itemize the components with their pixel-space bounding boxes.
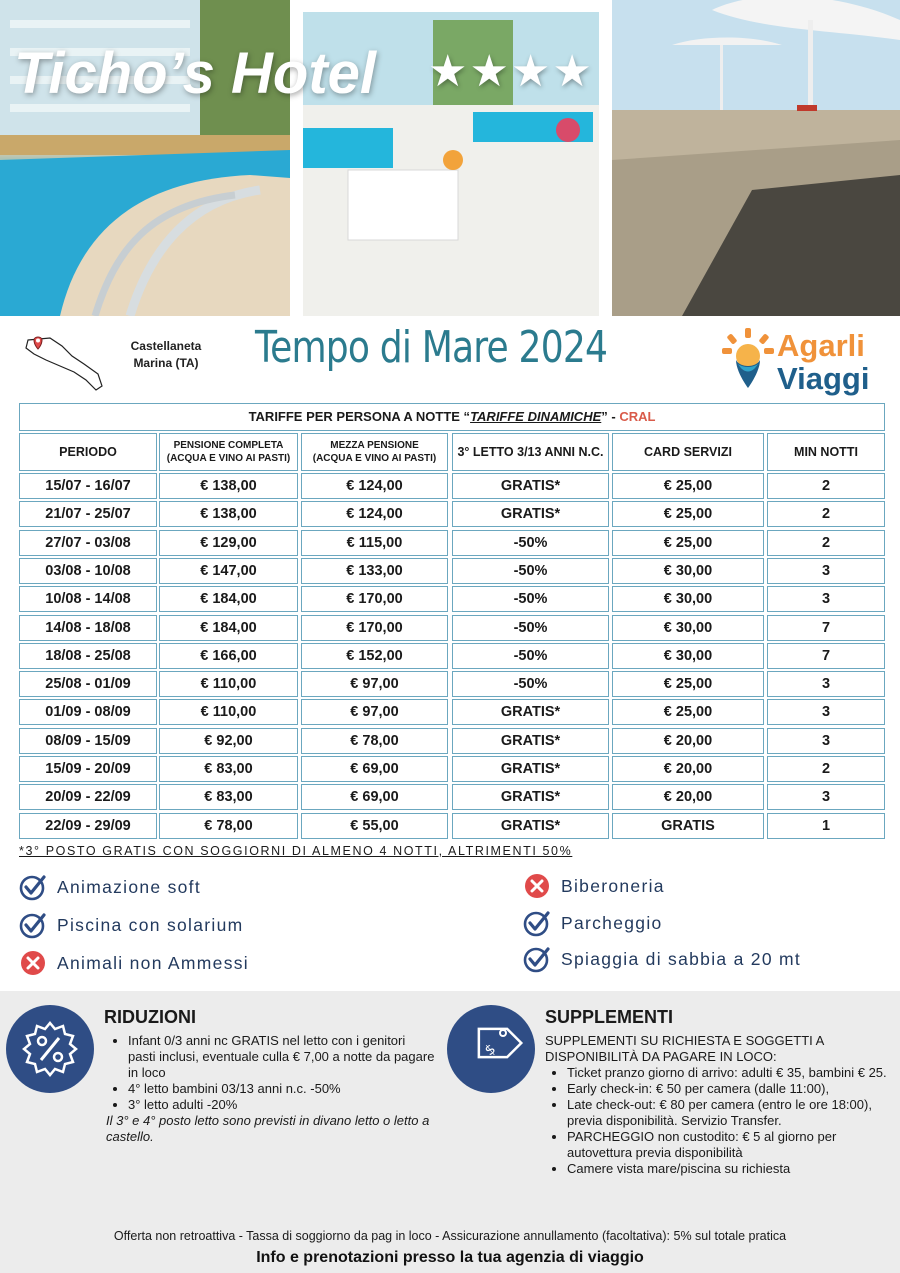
table-cell: 3 <box>767 699 885 725</box>
table-cell: € 30,00 <box>612 615 764 641</box>
table-cell: € 184,00 <box>159 586 298 612</box>
table-cell: € 20,00 <box>612 728 764 754</box>
check-icon <box>523 909 551 937</box>
table-cell: 01/09 - 08/09 <box>19 699 157 725</box>
check-icon <box>19 911 47 939</box>
table-cell: € 78,00 <box>301 728 448 754</box>
amenity-item <box>19 948 249 978</box>
table-cell: 22/09 - 29/09 <box>19 813 157 839</box>
list-item: • Early check-in: € 50 per camera (dalle 11:00), <box>567 1081 890 1097</box>
photo-beach <box>612 0 900 316</box>
check-icon <box>523 945 551 973</box>
photo-header <box>0 0 900 316</box>
check-icon <box>19 873 47 901</box>
riduzioni-body <box>106 1033 436 1145</box>
column-header: MEZZA PENSIONE (ACQUA E VINO AI PASTI) <box>301 433 448 471</box>
table-cell: 27/07 - 03/08 <box>19 530 157 556</box>
table-cell: GRATIS <box>612 813 764 839</box>
table-cell: € 97,00 <box>301 671 448 697</box>
supplementi-body <box>545 1033 890 1177</box>
list-item: • Ticket pranzo giorno di arrivo: adulti € 35, bambini € 25. <box>567 1065 890 1081</box>
table-cell: € 184,00 <box>159 615 298 641</box>
list-item: • PARCHEGGIO non custodito: € 5 al giorno per autovettura previa disponibilità <box>567 1129 890 1161</box>
table-cell: 3 <box>767 728 885 754</box>
amenity-label: Animali non Ammessi <box>57 952 249 973</box>
table-cell: € 69,00 <box>301 784 448 810</box>
table-cell: 3 <box>767 784 885 810</box>
cross-icon <box>19 949 47 977</box>
table-cell: -50% <box>452 558 609 584</box>
supplementi-list <box>567 1065 890 1177</box>
supplementi-title: SUPPLEMENTI <box>545 1007 674 1027</box>
price-tag-icon <box>447 1005 535 1093</box>
legal-footer: Offerta non retroattiva - Tassa di soggiorno da pag in loco - Assicurazione annullamento (facoltativa): 5% sul totale pratica <box>113 1229 787 1243</box>
table-cell: -50% <box>452 643 609 669</box>
table-cell: GRATIS* <box>452 813 609 839</box>
table-cell: € 25,00 <box>612 530 764 556</box>
table-cell: € 25,00 <box>612 671 764 697</box>
riduzioni-list <box>128 1033 436 1113</box>
table-cell: € 25,00 <box>612 699 764 725</box>
amenity-item <box>523 944 801 974</box>
table-cell: GRATIS* <box>452 756 609 782</box>
agency-logo <box>722 328 882 396</box>
table-cell: € 115,00 <box>301 530 448 556</box>
amenity-item <box>19 872 201 902</box>
table-cell: € 152,00 <box>301 643 448 669</box>
amenity-label: Piscina con solarium <box>57 914 244 935</box>
table-cell: GRATIS* <box>452 473 609 499</box>
list-item: • 4° letto bambini 03/13 anni n.c. -50% <box>128 1081 436 1097</box>
column-header: PERIODO <box>19 433 157 471</box>
riduzioni-note: Il 3° e 4° posto letto sono previsti in divano letto o letto a castello. <box>106 1113 430 1144</box>
table-cell: 15/07 - 16/07 <box>19 473 157 499</box>
riduzioni-title: RIDUZIONI <box>104 1007 196 1027</box>
table-cell: € 97,00 <box>301 699 448 725</box>
table-cell: € 30,00 <box>612 586 764 612</box>
table-cell: 2 <box>767 501 885 527</box>
table-cell: € 78,00 <box>159 813 298 839</box>
table-cell: 15/09 - 20/09 <box>19 756 157 782</box>
table-cell: 7 <box>767 615 885 641</box>
table-cell: € 20,00 <box>612 756 764 782</box>
logo-text-agarli: Agarli <box>777 328 865 363</box>
table-cell: 3 <box>767 671 885 697</box>
column-header: MIN NOTTI <box>767 433 885 471</box>
table-cell: 20/09 - 22/09 <box>19 784 157 810</box>
table-cell: 08/09 - 15/09 <box>19 728 157 754</box>
list-item: • Camere vista mare/piscina su richiesta <box>567 1161 890 1177</box>
table-cell: 2 <box>767 473 885 499</box>
table-footnote: *3° POSTO GRATIS CON SOGGIORNI DI ALMENO 4 NOTTI, ALTRIMENTI 50% <box>19 844 573 858</box>
table-caption: TARIFFE PER PERSONA A NOTTE “TARIFFE DINAMICHE” - CRAL <box>19 403 885 431</box>
table-cell: € 83,00 <box>159 784 298 810</box>
table-cell: GRATIS* <box>452 728 609 754</box>
amenity-label: Spiaggia di sabbia a 20 mt <box>561 948 802 969</box>
table-cell: GRATIS* <box>452 784 609 810</box>
table-cell: € 25,00 <box>612 473 764 499</box>
table-cell: 1 <box>767 813 885 839</box>
table-cell: € 110,00 <box>159 699 298 725</box>
table-cell: 7 <box>767 643 885 669</box>
table-cell: € 55,00 <box>301 813 448 839</box>
amenity-label: Biberoneria <box>561 875 665 896</box>
location-text: Castellaneta Marina (TA) <box>130 339 202 370</box>
table-cell: 3 <box>767 558 885 584</box>
table-cell: € 124,00 <box>301 501 448 527</box>
amenity-item <box>19 910 243 940</box>
hotel-stars: ★★★★ <box>428 47 594 96</box>
table-cell: € 30,00 <box>612 558 764 584</box>
table-cell: 2 <box>767 756 885 782</box>
column-header: 3° LETTO 3/13 ANNI N.C. <box>452 433 609 471</box>
table-cell: € 166,00 <box>159 643 298 669</box>
table-cell: € 69,00 <box>301 756 448 782</box>
booking-info: Info e prenotazioni presso la tua agenzia di viaggio <box>256 1249 644 1266</box>
table-cell: € 110,00 <box>159 671 298 697</box>
table-cell: 2 <box>767 530 885 556</box>
table-cell: € 25,00 <box>612 501 764 527</box>
table-cell: € 147,00 <box>159 558 298 584</box>
table-cell: € 20,00 <box>612 784 764 810</box>
logo-text-viaggi: Viaggi <box>777 361 870 396</box>
table-cell: -50% <box>452 671 609 697</box>
table-cell: 10/08 - 14/08 <box>19 586 157 612</box>
table-cell: -50% <box>452 530 609 556</box>
amenity-label: Animazione soft <box>57 876 202 897</box>
table-cell: € 92,00 <box>159 728 298 754</box>
table-cell: 18/08 - 25/08 <box>19 643 157 669</box>
location-block <box>20 334 200 394</box>
list-item: • Late check-out: € 80 per camera (entro le ore 18:00), previa disponibilità. Servizio Transfer. <box>567 1097 890 1129</box>
table-cell: -50% <box>452 586 609 612</box>
table-cell: 03/08 - 10/08 <box>19 558 157 584</box>
table-cell: € 124,00 <box>301 473 448 499</box>
table-cell: € 138,00 <box>159 473 298 499</box>
column-header: PENSIONE COMPLETA (ACQUA E VINO AI PASTI) <box>159 433 298 471</box>
puglia-map-icon <box>20 334 110 394</box>
table-cell: GRATIS* <box>452 501 609 527</box>
table-cell: 3 <box>767 586 885 612</box>
cross-icon <box>523 872 551 900</box>
table-cell: 14/08 - 18/08 <box>19 615 157 641</box>
amenity-label: Parcheggio <box>561 912 663 933</box>
table-cell: € 170,00 <box>301 615 448 641</box>
list-item: • Infant 0/3 anni nc GRATIS nel letto con i genitori pasti inclusi, eventuale culla € 7,00 a notte da pagare in loco <box>128 1033 436 1081</box>
table-cell: -50% <box>452 615 609 641</box>
table-cell: 25/08 - 01/09 <box>19 671 157 697</box>
table-cell: € 133,00 <box>301 558 448 584</box>
table-cell: € 30,00 <box>612 643 764 669</box>
list-item: • 3° letto adulti -20% <box>128 1097 436 1113</box>
column-header: CARD SERVIZI <box>612 433 764 471</box>
amenity-item <box>523 908 663 938</box>
table-cell: GRATIS* <box>452 699 609 725</box>
table-cell: 21/07 - 25/07 <box>19 501 157 527</box>
table-cell: € 138,00 <box>159 501 298 527</box>
svg-text:$: $ <box>481 1041 499 1060</box>
page-title: Tempo di Mare 2024 <box>255 322 608 373</box>
table-cell: € 83,00 <box>159 756 298 782</box>
supplementi-intro: SUPPLEMENTI SU RICHIESTA E SOGGETTI A DISPONIBILITÀ DA PAGARE IN LOCO: <box>545 1033 824 1064</box>
discount-badge-icon <box>6 1005 94 1093</box>
table-cell: € 129,00 <box>159 530 298 556</box>
amenity-item <box>523 871 665 901</box>
hotel-name: Ticho’s Hotel <box>14 41 377 106</box>
sun-pin-icon <box>722 328 774 394</box>
table-cell: € 170,00 <box>301 586 448 612</box>
